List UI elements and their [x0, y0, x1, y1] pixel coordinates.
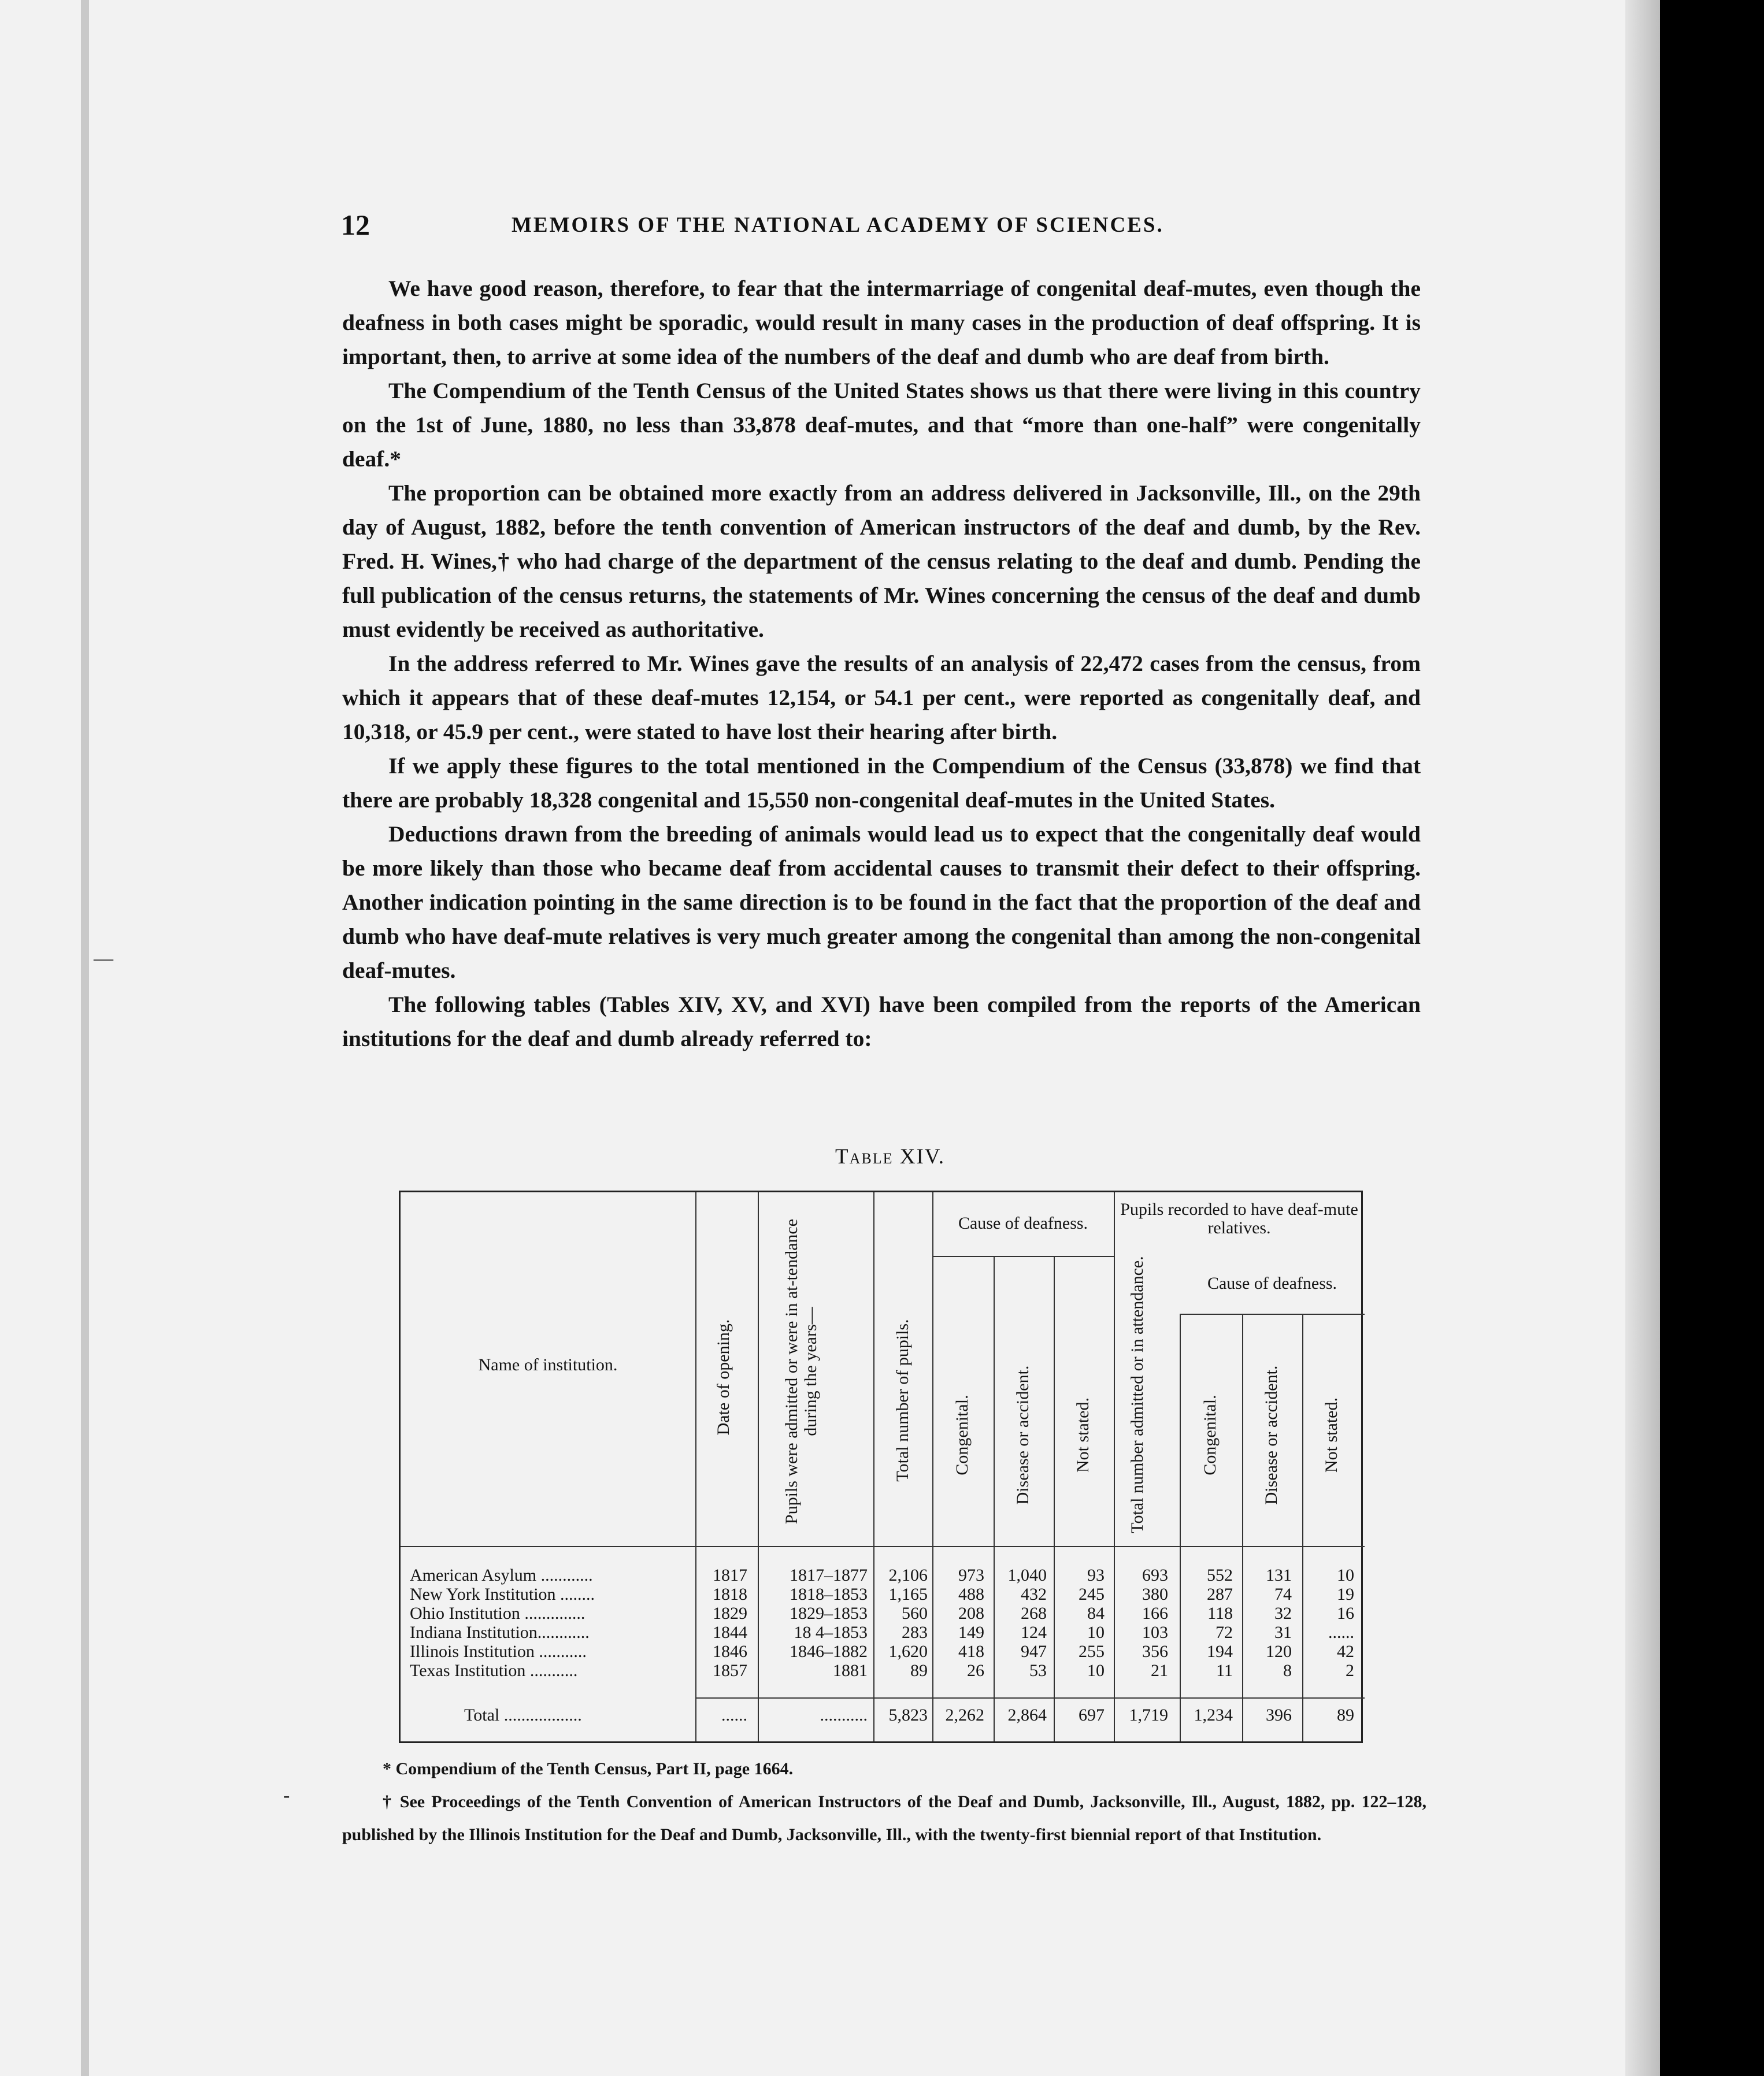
- table-cell-date: 1846: [713, 1642, 747, 1661]
- footnote: † See Proceedings of the Tenth Convention of American Instructors of the Deaf and Dumb, Jacksonville, Ill., August, 1882, pp. 122–128, published by the Illinois Institution for the Deaf and Dumb, Jacksonville, Ill., with the twenty-first biennial report of that Institution.: [342, 1792, 1426, 1844]
- header-name: Name of institution.: [478, 1355, 618, 1374]
- table-cell-rel-disease: 31: [1274, 1623, 1292, 1642]
- table-cell-not-stated: 93: [1087, 1566, 1105, 1585]
- table-cell-not-stated: 84: [1087, 1604, 1105, 1623]
- table-total-rel-congenital: 1,234: [1194, 1706, 1233, 1725]
- table-cell-total: 2,106: [888, 1566, 928, 1585]
- body-text: [342, 272, 1421, 1056]
- table-cell-total: 1,620: [888, 1642, 928, 1661]
- table-cell-disease: 124: [1021, 1623, 1047, 1642]
- table-cell-rel-total: 21: [1151, 1661, 1168, 1680]
- margin-mark: —: [94, 948, 113, 969]
- header-rel-not-stated: Not stated.: [1322, 1397, 1341, 1473]
- page-number: 12: [341, 209, 370, 241]
- table-cell-date: 1829: [713, 1604, 747, 1623]
- table-cell-congenital: 26: [967, 1661, 984, 1680]
- table-cell-rel-not-stated: 2: [1346, 1661, 1354, 1680]
- table-cell-disease: 268: [1021, 1604, 1047, 1623]
- table-row-name: Texas Institution ...........: [410, 1661, 578, 1680]
- paragraph: The proportion can be obtained more exactly from an address delivered in Jacksonville, Ill., on the 29th day of August, 1882, before the tenth convention of American instructors of the deaf and dumb, by the Rev. Fred. H. Wines,† who had charge of the department of the census relating to the deaf and dumb. Pending the full publication of the census returns, the statements of Mr. Wines concerning the census of the deaf and dumb must evidently be received as authoritative.: [342, 480, 1421, 642]
- paragraph: The Compendium of the Tenth Census of the United States shows us that there were living in this country on the 1st of June, 1880, no less than 33,878 deaf-mutes, and that “more than one-half” were congenitally deaf.*: [342, 378, 1421, 472]
- margin-mark: -: [283, 1785, 290, 1806]
- table-cell-rel-congenital: 72: [1215, 1623, 1233, 1642]
- table-row-name: American Asylum ............: [410, 1566, 593, 1585]
- table-cell-disease: 1,040: [1007, 1566, 1047, 1585]
- header-disease: Disease or accident.: [1013, 1365, 1032, 1505]
- header-rule: [932, 1256, 1114, 1257]
- table-cell-rel-not-stated: 19: [1337, 1585, 1354, 1604]
- header-rule: [1180, 1314, 1365, 1315]
- header-total-relatives: Total number admitted or in attendance.: [1128, 1256, 1147, 1533]
- table-row-name: Ohio Institution ..............: [410, 1604, 585, 1623]
- table-cell-total: 283: [902, 1623, 928, 1642]
- header-total-pupils: Total number of pupils.: [893, 1319, 912, 1482]
- total-rule: [695, 1697, 1365, 1699]
- table-total-rel-total: 1,719: [1129, 1706, 1168, 1725]
- table-cell-not-stated: 245: [1079, 1585, 1105, 1604]
- header-relatives-group: Pupils recorded to have deaf-mute relatives.: [1120, 1200, 1358, 1237]
- table-cell-not-stated: 10: [1087, 1661, 1105, 1680]
- table-cell-rel-disease: 32: [1274, 1604, 1292, 1623]
- table-cell-rel-total: 166: [1142, 1604, 1168, 1623]
- table-cell-rel-total: 103: [1142, 1623, 1168, 1642]
- header-date: Date of opening.: [714, 1319, 733, 1436]
- table-cell-rel-disease: 131: [1266, 1566, 1292, 1585]
- table-row-name: Indiana Institution............: [410, 1623, 590, 1642]
- table-cell-rel-disease: 74: [1274, 1585, 1292, 1604]
- table-cell-not-stated: 10: [1087, 1623, 1105, 1642]
- table-total-congenital: 2,262: [945, 1706, 984, 1725]
- table-cell-congenital: 208: [958, 1604, 984, 1623]
- header-not-stated: Not stated.: [1073, 1397, 1092, 1473]
- table-cell-rel-not-stated: 16: [1337, 1604, 1354, 1623]
- paragraph: In the address referred to Mr. Wines gave the results of an analysis of 22,472 cases from the census, from which it appears that of these deaf-mutes 12,154, or 54.1 per cent., were reported as congenitally deaf, and 10,318, or 45.9 per cent., were stated to have lost their hearing after birth.: [342, 651, 1421, 744]
- table-cell-years: 1818–1853: [790, 1585, 868, 1604]
- footnotes: [342, 1752, 1426, 1851]
- page-header: [341, 208, 1422, 249]
- table-cell-rel-disease: 8: [1283, 1661, 1292, 1680]
- table-cell-disease: 432: [1021, 1585, 1047, 1604]
- table-cell-rel-congenital: 194: [1207, 1642, 1233, 1661]
- paragraph: We have good reason, therefore, to fear that the intermarriage of congenital deaf-mutes, even though the deafness in both cases might be sporadic, would result in many cases in the production of deaf offspring. It is important, then, to arrive at some idea of the numbers of the deaf and dumb who are deaf from birth.: [342, 276, 1421, 369]
- table-cell-congenital: 488: [958, 1585, 984, 1604]
- table-total-rel-not-stated: 89: [1337, 1706, 1354, 1725]
- table-cell-years: 1846–1882: [790, 1642, 868, 1661]
- table-cell-date: 1818: [713, 1585, 747, 1604]
- table-cell-total: 1,165: [888, 1585, 928, 1604]
- table-cell-years: 1817–1877: [790, 1566, 868, 1585]
- table-cell-rel-congenital: 287: [1207, 1585, 1233, 1604]
- table-cell-years: 1829–1853: [790, 1604, 868, 1623]
- table-cell-rel-congenital: 118: [1207, 1604, 1233, 1623]
- footnote: * Compendium of the Tenth Census, Part II, page 1664.: [383, 1759, 794, 1778]
- table-total-label: Total ..................: [464, 1706, 582, 1725]
- table-total-total: 5,823: [888, 1706, 928, 1725]
- header-congenital: Congenital.: [953, 1395, 972, 1476]
- table-row-name: Illinois Institution ...........: [410, 1642, 587, 1661]
- table-cell-congenital: 149: [958, 1623, 984, 1642]
- table-cell-total: 560: [902, 1604, 928, 1623]
- table-cell-rel-not-stated: 10: [1337, 1566, 1354, 1585]
- table-cell-not-stated: 255: [1079, 1642, 1105, 1661]
- table-cell-rel-disease: 120: [1266, 1642, 1292, 1661]
- table-cell-disease: 53: [1029, 1661, 1047, 1680]
- table-total-disease: 2,864: [1007, 1706, 1047, 1725]
- table-row-name: New York Institution ........: [410, 1585, 595, 1604]
- table-title-text: Table XIV.: [835, 1145, 945, 1169]
- table-cell-disease: 947: [1021, 1642, 1047, 1661]
- table-cell-date: 1857: [713, 1661, 747, 1680]
- header-years: Pupils were admitted or were in at-tendance during the years—: [782, 1218, 820, 1525]
- table-xiv: [399, 1191, 1363, 1743]
- table-total-not-stated: 697: [1079, 1706, 1105, 1725]
- table-cell-rel-total: 693: [1142, 1566, 1168, 1585]
- table-cell-date: 1817: [713, 1566, 747, 1585]
- table-cell-rel-total: 380: [1142, 1585, 1168, 1604]
- header-rel-disease: Disease or accident.: [1262, 1365, 1281, 1505]
- table-cell-rel-not-stated: 42: [1337, 1642, 1354, 1661]
- table-total-rel-disease: 396: [1266, 1706, 1292, 1725]
- table-cell-congenital: 973: [958, 1566, 984, 1585]
- paragraph: The following tables (Tables XIV, XV, and XVI) have been compiled from the reports of the American institutions for the deaf and dumb already referred to:: [342, 992, 1421, 1051]
- table-total-years: ...........: [820, 1706, 868, 1725]
- running-head: MEMOIRS OF THE NATIONAL ACADEMY OF SCIENCES.: [512, 213, 1164, 237]
- table-total-date: ......: [721, 1706, 747, 1725]
- table-title: [763, 1144, 1017, 1169]
- table-cell-rel-congenital: 552: [1207, 1566, 1233, 1585]
- header-cause-group: Cause of deafness.: [958, 1214, 1088, 1233]
- table-cell-congenital: 418: [958, 1642, 984, 1661]
- table-cell-rel-not-stated: ......: [1328, 1623, 1354, 1642]
- header-rel-congenital: Congenital.: [1200, 1395, 1220, 1476]
- header-rel-cause-group: Cause of deafness.: [1207, 1274, 1337, 1293]
- table-cell-rel-congenital: 11: [1216, 1661, 1233, 1680]
- paragraph: If we apply these figures to the total mentioned in the Compendium of the Census (33,878) we find that there are probably 18,328 congenital and 15,550 non-congenital deaf-mutes in the United States.: [342, 753, 1421, 813]
- table-cell-date: 1844: [713, 1623, 747, 1642]
- table-cell-years: 18 4–1853: [794, 1623, 868, 1642]
- paragraph: Deductions drawn from the breeding of animals would lead us to expect that the congenitally deaf would be more likely than those who became deaf from accidental causes to transmit their defect to their offspring. Another indication pointing in the same direction is to be found in the fact that the proportion of the deaf and dumb who have deaf-mute relatives is very much greater among the congenital than among the non-congenital deaf-mutes.: [342, 821, 1421, 983]
- header-rule: [401, 1546, 1365, 1547]
- table-cell-years: 1881: [833, 1661, 868, 1680]
- table-cell-rel-total: 356: [1142, 1642, 1168, 1661]
- table-cell-total: 89: [910, 1661, 928, 1680]
